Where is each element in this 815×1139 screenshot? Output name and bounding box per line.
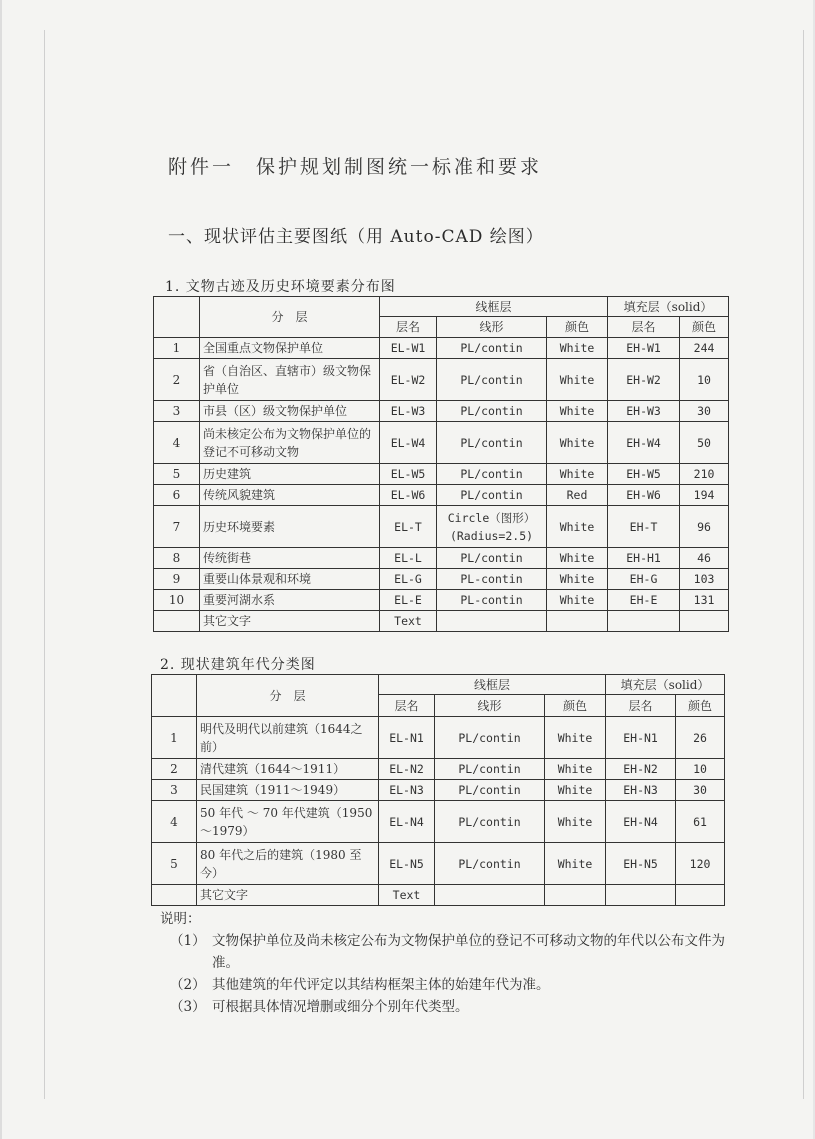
row-layer-name: 重要河湖水系 [200,590,380,611]
row-line-layer-name: EL-W3 [380,401,437,422]
row-fill-color: 131 [680,590,729,611]
row-fill-layer-name: EH-G [608,569,680,590]
row-line-color: White [545,759,606,780]
note-item [160,974,550,996]
row-number: 4 [154,422,200,464]
row-layer-name: 其它文字 [197,885,379,906]
row-line-color: White [545,843,606,885]
row-number: 1 [152,717,197,759]
table-row [154,401,729,422]
header-line-color: 颜色 [545,695,606,717]
row-line-color: White [547,359,608,401]
scan-artifact [44,30,45,1099]
row-line-layer-name: Text [380,611,437,632]
table-row [154,422,729,464]
table-row [152,801,725,843]
row-fill-layer-name: EH-W5 [608,464,680,485]
row-line-type: PL/contin [437,548,547,569]
row-fill-layer-name: EH-N5 [606,843,676,885]
row-number: 1 [154,338,200,359]
row-fill-color: 244 [680,338,729,359]
scan-artifact [803,30,804,1099]
row-number: 6 [154,485,200,506]
table1-caption: 1. 文物古迹及历史环境要素分布图 [165,279,396,295]
row-line-layer-name: EL-N2 [379,759,435,780]
row-fill-color: 10 [676,759,725,780]
header-line-type: 线形 [435,695,545,717]
row-line-type: PL/contin [435,780,545,801]
row-number: 8 [154,548,200,569]
table2-caption: 2. 现状建筑年代分类图 [160,657,316,673]
note-text: 其他建筑的年代评定以其结构框架主体的始建年代为准。 [212,977,550,993]
header-fill-color: 颜色 [680,317,729,338]
row-line-layer-name: EL-N4 [379,801,435,843]
table-row [154,485,729,506]
row-line-layer-name: EL-W4 [380,422,437,464]
row-line-color: White [545,780,606,801]
table-row [154,548,729,569]
header-fill-layer: 填充层（solid） [608,297,729,317]
table-row [154,611,729,632]
table-row [154,590,729,611]
header-fill-name: 层名 [606,695,676,717]
row-number: 2 [152,759,197,780]
row-line-type: Circle（图形）(Radius=2.5) [437,506,547,548]
row-line-type: PL/contin [437,401,547,422]
note-text: 文物保护单位及尚未核定公布为文物保护单位的登记不可移动文物的年代以公布文件为准。 [212,933,725,971]
note-text: 可根据具体情况增删或细分个别年代类型。 [212,999,469,1015]
row-number: 10 [154,590,200,611]
row-fill-layer-name: EH-N2 [606,759,676,780]
table-row [154,506,729,548]
row-layer-name: 省（自治区、直辖市）级文物保护单位 [200,359,380,401]
header-fill-layer: 填充层（solid） [606,675,725,695]
row-fill-layer-name: EH-N3 [606,780,676,801]
row-line-layer-name: EL-E [380,590,437,611]
row-fill-color: 210 [680,464,729,485]
row-line-type: PL/contin [437,485,547,506]
row-number: 4 [152,801,197,843]
row-fill-layer-name: EH-N1 [606,717,676,759]
row-line-type: PL/contin [435,801,545,843]
row-layer-name: 清代建筑（1644～1911） [197,759,379,780]
row-fill-layer-name: EH-W1 [608,338,680,359]
header-line-layer: 线框层 [379,675,606,695]
table-row [154,338,729,359]
header-fill-name: 层名 [608,317,680,338]
row-layer-name: 重要山体景观和环境 [200,569,380,590]
row-line-layer-name: EL-W2 [380,359,437,401]
row-line-layer-name: EL-N3 [379,780,435,801]
table-row [154,464,729,485]
row-number: 7 [154,506,200,548]
row-layer-name: 历史建筑 [200,464,380,485]
table-row [154,569,729,590]
row-fill-layer-name [608,611,680,632]
row-number [152,885,197,906]
row-fill-color: 120 [676,843,725,885]
row-layer-name: 民国建筑（1911～1949） [197,780,379,801]
row-line-layer-name: Text [379,885,435,906]
page-title: 附件一 保护规划制图统一标准和要求 [168,156,543,178]
row-fill-layer-name: EH-N4 [606,801,676,843]
row-fill-color: 96 [680,506,729,548]
row-fill-color: 26 [676,717,725,759]
notes-section [160,908,725,1018]
table-row [152,759,725,780]
note-number: （2） [170,977,206,993]
row-line-layer-name: EL-N5 [379,843,435,885]
table-row [154,359,729,401]
row-number: 9 [154,569,200,590]
row-fill-layer-name: EH-W3 [608,401,680,422]
row-line-color [547,611,608,632]
header-layer: 分 层 [197,675,379,717]
row-fill-layer-name: EH-W4 [608,422,680,464]
row-line-color: White [547,422,608,464]
row-line-type: PL/contin [435,759,545,780]
row-fill-layer-name: EH-E [608,590,680,611]
row-fill-layer-name: EH-H1 [608,548,680,569]
table-row [152,780,725,801]
row-line-type: PL/contin [437,359,547,401]
note-number: （3） [170,999,206,1015]
table-row [152,717,725,759]
header-line-type: 线形 [437,317,547,338]
row-line-color: White [547,401,608,422]
row-fill-layer-name: EH-W6 [608,485,680,506]
row-line-color: White [547,464,608,485]
header-fill-color: 颜色 [676,695,725,717]
row-line-layer-name: EL-W5 [380,464,437,485]
row-line-type: PL/contin [435,843,545,885]
row-fill-color: 46 [680,548,729,569]
row-line-type [437,611,547,632]
row-layer-name: 传统街巷 [200,548,380,569]
row-layer-name: 明代及明代以前建筑（1644之前） [197,717,379,759]
note-number: （1） [170,933,206,949]
table-row [152,885,725,906]
row-line-color: White [547,338,608,359]
row-fill-color: 30 [676,780,725,801]
row-number: 2 [154,359,200,401]
row-layer-name: 其它文字 [200,611,380,632]
row-line-layer-name: EL-G [380,569,437,590]
row-layer-name: 80 年代之后的建筑（1980 至今） [197,843,379,885]
row-line-type: PL/contin [437,464,547,485]
row-line-color: White [547,506,608,548]
header-line-name: 层名 [380,317,437,338]
row-fill-layer-name: EH-T [608,506,680,548]
row-line-type: PL-contin [437,590,547,611]
row-number: 3 [152,780,197,801]
row-layer-name: 市县（区）级文物保护单位 [200,401,380,422]
row-line-color: White [547,590,608,611]
row-number: 3 [154,401,200,422]
header-line-color: 颜色 [547,317,608,338]
table-2 [151,674,725,906]
row-layer-name: 历史环境要素 [200,506,380,548]
row-line-type: PL-contin [437,569,547,590]
note-item [160,930,725,974]
notes-label: 说明： [160,911,201,927]
header-line-name: 层名 [379,695,435,717]
row-fill-layer-name: EH-W2 [608,359,680,401]
header-line-layer: 线框层 [380,297,608,317]
row-line-layer-name: EL-L [380,548,437,569]
header-layer: 分 层 [200,297,380,338]
row-layer-name: 尚未核定公布为文物保护单位的登记不可移动文物 [200,422,380,464]
row-line-color: White [547,569,608,590]
row-line-layer-name: EL-T [380,506,437,548]
row-layer-name: 50 年代 ～ 70 年代建筑（1950～1979） [197,801,379,843]
row-line-type: PL/contin [437,422,547,464]
row-line-layer-name: EL-W6 [380,485,437,506]
row-fill-layer-name [606,885,676,906]
row-number: 5 [154,464,200,485]
row-layer-name: 全国重点文物保护单位 [200,338,380,359]
row-line-color: White [545,801,606,843]
row-fill-color: 103 [680,569,729,590]
row-line-color: White [547,548,608,569]
row-line-type: PL/contin [435,717,545,759]
header-no [154,297,200,338]
row-line-layer-name: EL-N1 [379,717,435,759]
table-1 [153,296,729,632]
row-line-color [545,885,606,906]
table-row [152,843,725,885]
header-no [152,675,197,717]
row-line-type [435,885,545,906]
row-fill-color: 50 [680,422,729,464]
row-fill-color [676,885,725,906]
row-fill-color: 30 [680,401,729,422]
row-number [154,611,200,632]
row-line-type: PL/contin [437,338,547,359]
row-fill-color [680,611,729,632]
note-item [160,996,469,1018]
row-layer-name: 传统风貌建筑 [200,485,380,506]
row-line-color: White [545,717,606,759]
row-fill-color: 194 [680,485,729,506]
row-line-layer-name: EL-W1 [380,338,437,359]
row-number: 5 [152,843,197,885]
row-fill-color: 10 [680,359,729,401]
row-line-color: Red [547,485,608,506]
section-heading: 一、现状评估主要图纸（用 Auto-CAD 绘图） [168,227,544,247]
row-fill-color: 61 [676,801,725,843]
